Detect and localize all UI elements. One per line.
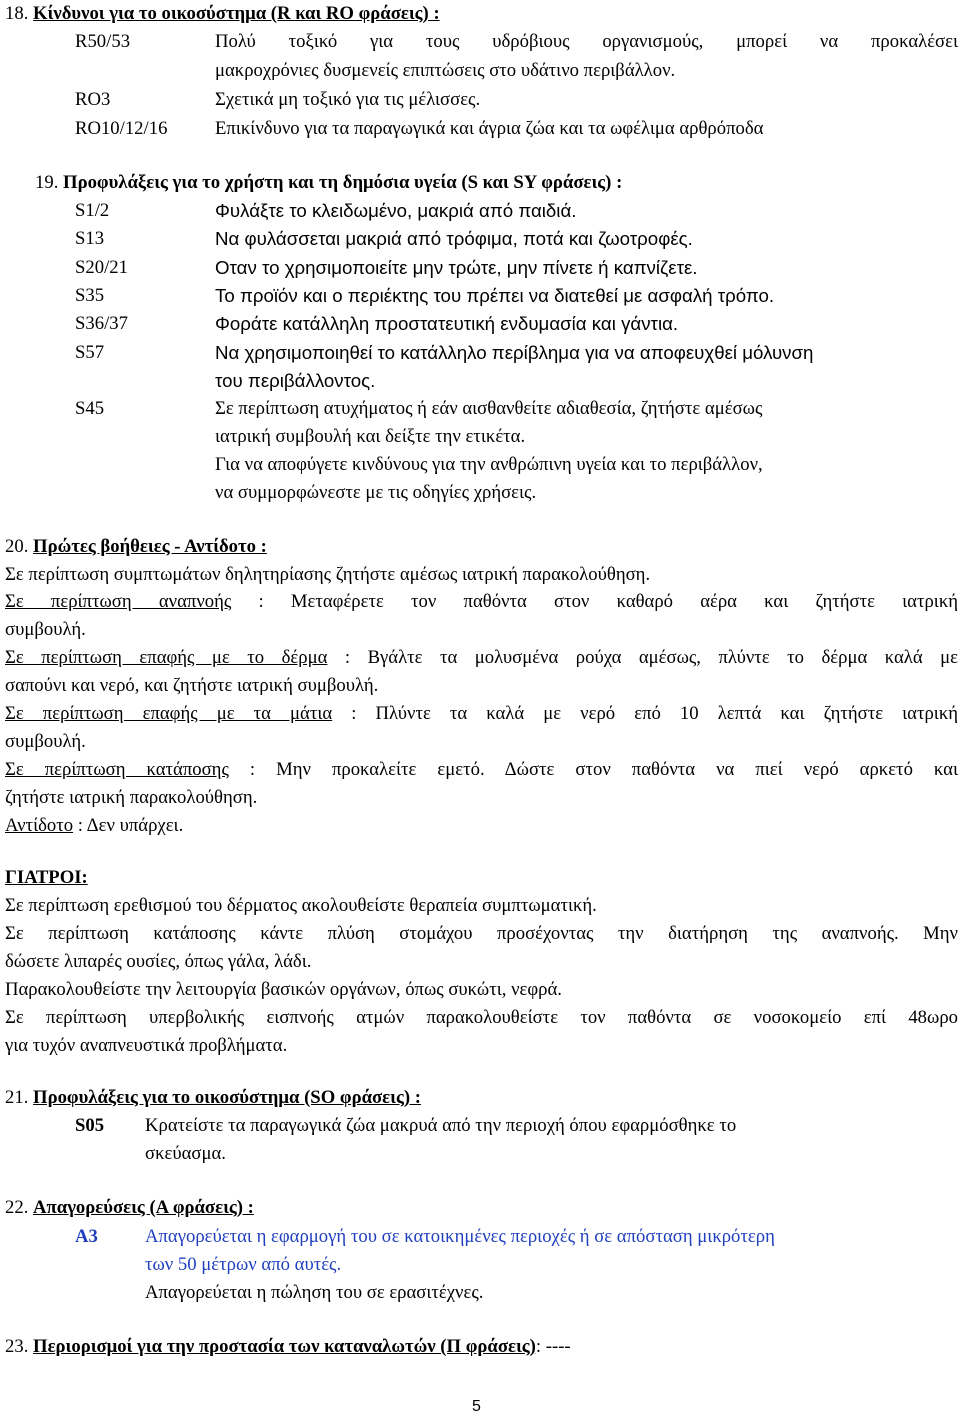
- code-s36-37: S36/37: [75, 313, 128, 334]
- doctors-l4: Παρακολουθείστε την λειτουργία βασικών οργάνων, όπως συκώτι, νεφρά.: [5, 979, 562, 1000]
- section-19-title: Προφυλάξεις για το χρήστη και τη δημόσια υγεία (S και SY φράσεις) :: [63, 172, 623, 193]
- text-s19-extra-2: να συμμορφώνεστε με τις οδηγίες χρήσεις.: [215, 482, 537, 503]
- section-21-heading: 21. Προφυλάξεις για το οικοσύστημα (SO φράσεις) :: [5, 1087, 421, 1108]
- s20-p4-label: Σε περίπτωση επαφής με τα μάτια: [5, 703, 333, 724]
- section-20-title: Πρώτες βοήθειες - Αντίδοτο :: [33, 536, 267, 557]
- doctors-title: ΓΙΑΤΡΟΙ:: [5, 867, 88, 888]
- s20-p3-line1: Σε περίπτωση επαφής με το δέρμα : Βγάλτε τα μολυσμένα ρούχα αμέσως, πλύντε το δέρμα καλά με: [5, 647, 959, 668]
- code-r50-53: R50/53: [75, 31, 131, 52]
- s20-p5-line2: ζητήστε ιατρική παρακολούθηση.: [5, 787, 258, 808]
- s20-p2-line2: συμβουλή.: [5, 619, 86, 640]
- s20-p2-line1: Σε περίπτωση αναπνοής : Μεταφέρετε τον παθόντα στον καθαρό αέρα και ζητήστε ιατρική: [5, 591, 959, 612]
- text-s45: Σε περίπτωση ατυχήματος ή εάν αισθανθείτε αδιαθεσία, ζητήστε αμέσως: [215, 398, 763, 419]
- section-22-heading: 22. Απαγορεύσεις (Α φράσεις) :: [5, 1197, 254, 1218]
- text-s13: Να φυλάσσεται μακριά από τρόφιμα, ποτά και ζωοτροφές.: [215, 228, 693, 249]
- text-ro3: Σχετικά μη τοξικό για τις μέλισσες.: [215, 89, 481, 110]
- page-number: 5: [472, 1398, 481, 1415]
- text-s36-37: Φοράτε κατάλληλη προστατευτική ενδυμασία και γάντια.: [215, 313, 679, 334]
- doctors-l2: Σε περίπτωση κατάποσης κάντε πλύση στομάχου προσέχοντας την διατήρηση της αναπνοής. Μην: [5, 923, 958, 944]
- code-s13: S13: [75, 228, 105, 249]
- code-s35: S35: [75, 285, 105, 306]
- text-s57: Να χρησιμοποιηθεί το κατάλληλο περίβλημα για να αποφευχθεί μόλυνση: [215, 342, 814, 363]
- code-s1-2: S1/2: [75, 200, 110, 221]
- text-r50-53: Πολύ τοξικό για τους υδρόβιους οργανισμούς, μπορεί να προκαλέσει: [215, 31, 958, 52]
- section-23-title: Περιορισμοί για την προστασία των καταναλωτών (Π φράσεις): [33, 1336, 536, 1357]
- text-a3-extra: Απαγορεύεται η πώληση του σε ερασιτέχνες.: [145, 1282, 484, 1303]
- s20-p1: Σε περίπτωση συμπτωμάτων δηλητηρίασης ζητήστε αμέσως ιατρική παρακολούθηση.: [5, 564, 651, 585]
- antidote-label: Αντίδοτο: [5, 815, 74, 836]
- text-a3: Απαγορεύεται η εφαρμογή του σε κατοικημένες περιοχές ή σε απόσταση μικρότερη: [145, 1226, 775, 1247]
- code-ro10: RO10/12/16: [75, 118, 168, 139]
- text-ro10: Επικίνδυνο για τα παραγωγικά και άγρια ζώα και τα ωφέλιμα αρθρόποδα: [215, 118, 764, 139]
- section-21-title: Προφυλάξεις για το οικοσύστημα (SO φράσεις) :: [33, 1087, 421, 1108]
- text-s1-2: Φυλάξτε το κλειδωμένο, μακριά από παιδιά.: [215, 200, 577, 221]
- section-22-title: Απαγορεύσεις (Α φράσεις) :: [33, 1197, 254, 1218]
- code-a3: A3: [75, 1226, 98, 1247]
- s20-p5-label: Σε περίπτωση κατάποσης: [5, 759, 229, 780]
- text-s05-cont: σκεύασμα.: [145, 1143, 226, 1164]
- s20-p5-line1: Σε περίπτωση κατάποσης : Μην προκαλείτε εμετό. Δώστε στον παθόντα να πιεί νερό αρκετό και: [5, 759, 958, 780]
- text-r50-53-cont: μακροχρόνιες δυσμενείς επιπτώσεις στο υδάτινο περιβάλλον.: [215, 60, 676, 81]
- section-20-heading: 20. Πρώτες βοήθειες - Αντίδοτο :: [5, 536, 267, 557]
- text-s05: Κρατείστε τα παραγωγικά ζώα μακρυά από την περιοχή όπου εφαρμόσθηκε το: [145, 1115, 737, 1136]
- code-s45: S45: [75, 398, 105, 419]
- s20-p4-line1: Σε περίπτωση επαφής με τα μάτια : Πλύντε τα καλά με νερό επό 10 λεπτά και ζητήστε ιατρική: [5, 703, 959, 724]
- text-s45-cont: ιατρική συμβουλή και δείξτε την ετικέτα.: [215, 426, 526, 447]
- text-s35: Το προϊόν και ο περιέκτης του πρέπει να διατεθεί με ασφαλή τρόπο.: [215, 285, 775, 306]
- text-a3-cont: των 50 μέτρων από αυτές.: [145, 1254, 342, 1275]
- s20-antidote: Αντίδοτο : Δεν υπάρχει.: [5, 815, 184, 836]
- doctors-l5: Σε περίπτωση υπερβολικής εισπνοής ατμών παρακολουθείστε τον παθόντα σε νοσοκομείο επί 48ωρο: [5, 1007, 958, 1028]
- s20-p3-line2: σαπούνι και νερό, και ζητήστε ιατρική συμβουλή.: [5, 675, 379, 696]
- code-s05: S05: [75, 1115, 105, 1136]
- s20-p3-label: Σε περίπτωση επαφής με το δέρμα: [5, 647, 328, 668]
- text-s19-extra-1: Για να αποφύγετε κινδύνους για την ανθρώπινη υγεία και το περιβάλλον,: [215, 454, 763, 475]
- s20-p4-line2: συμβουλή.: [5, 731, 86, 752]
- s20-p2-label: Σε περίπτωση αναπνοής: [5, 591, 232, 612]
- section-18-heading: 18. Κίνδυνοι για το οικοσύστημα (R και RO φράσεις) :: [5, 3, 440, 24]
- code-ro3: RO3: [75, 89, 111, 110]
- section-18-title: Κίνδυνοι για το οικοσύστημα (R και RO φράσεις) :: [33, 3, 440, 24]
- code-s20-21: S20/21: [75, 257, 128, 278]
- section-19-heading: 19. Προφυλάξεις για το χρήστη και τη δημόσια υγεία (S και SY φράσεις) :: [35, 172, 623, 193]
- doctors-l1: Σε περίπτωση ερεθισμού του δέρματος ακολουθείστε θεραπεία συμπτωματική.: [5, 895, 597, 916]
- doctors-l6: για τυχόν αναπνευστικά προβλήματα.: [5, 1035, 288, 1056]
- section-23-heading: 23. Περιορισμοί για την προστασία των καταναλωτών (Π φράσεις): ----: [5, 1336, 571, 1357]
- text-s57-cont: του περιβάλλοντος.: [215, 370, 376, 391]
- text-s20-21: Οταν το χρησιμοποιείτε μην τρώτε, μην πίνετε ή καπνίζετε.: [215, 257, 698, 278]
- doctors-l3: δώσετε λιπαρές ουσίες, όπως γάλα, λάδι.: [5, 951, 312, 972]
- code-s57: S57: [75, 342, 105, 363]
